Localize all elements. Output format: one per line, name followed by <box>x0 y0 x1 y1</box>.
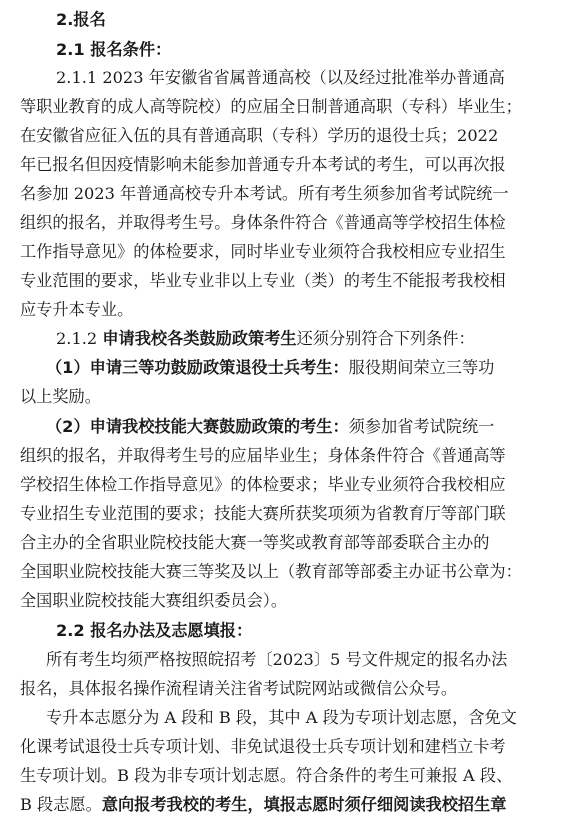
paragraph-line: 合主办的全省职业院校技能大赛一等奖或教育部等部委联合主办的 <box>20 533 490 552</box>
subsection-bold-text: 申请我校各类鼓励政策考生 <box>102 329 297 348</box>
paragraph-line: 报名，具体报名操作流程请关注省考试院网站或微信公众号。 <box>20 679 458 698</box>
subsection-number: 2.1.2 <box>56 329 103 348</box>
subsection-rest-text: 还须分别符合下列条件： <box>296 329 475 348</box>
paragraph-line: 专业招生专业范围的要求；技能大赛所获奖项须为省教育厅等部门联 <box>20 504 506 523</box>
paragraph-line: 生专项计划。B 段为非专项计划志愿。符合条件的考生可兼报 A 段、 <box>20 766 513 785</box>
subsection-2-1-2 <box>56 329 568 349</box>
item-2-bold: （2）申请我校技能大赛鼓励政策的考生： <box>46 417 349 436</box>
paragraph-line: 在安徽省应征入伍的具有普通高职（专科）学历的退役士兵；2022 <box>20 126 499 145</box>
paragraph-line: 所有考生均须严格按照皖招考〔2023〕5 号文件规定的报名办法 <box>46 650 508 669</box>
heading-registration-conditions: 2.1 报名条件： <box>56 40 172 59</box>
paragraph-line: 全国职业院校技能大赛三等奖及以上（教育部等部委主办证书公章为： <box>20 562 522 581</box>
paragraph-line: 年已报名但因疫情影响未能参加普通专升本考试的考生，可以再次报 <box>20 155 506 174</box>
last-line-normal: B 段志愿。 <box>20 795 102 814</box>
heading-registration: 2.报名 <box>56 10 106 29</box>
paragraph-line: 2.1.1 2023 年安徽省省属普通高校（以及经过批准举办普通高 <box>56 68 505 87</box>
paragraph-line: 组织的报名，并取得考生号的应届毕业生；身体条件符合《普通高等 <box>20 446 506 465</box>
paragraph-line: 专业范围的要求，毕业专业非以上专业（类）的考生不能报考我校相 <box>20 271 506 290</box>
last-line-bold: 意向报考我校的考生，填报志愿时须仔细阅读我校招生章 <box>101 795 507 814</box>
item-2-line <box>46 417 568 437</box>
paragraph-line: 应专升本专业。 <box>20 300 134 319</box>
paragraph-line: 学校招生体检工作指导意见》的体检要求；毕业专业须符合我校相应 <box>20 475 506 494</box>
item-1-bold: （1）申请三等功鼓励政策退役士兵考生： <box>46 358 349 377</box>
paragraph-line: 名参加 2023 年普通高校专升本考试。所有考生须参加省考试院统一 <box>20 184 509 203</box>
paragraph-line: 工作指导意见》的体检要求，同时毕业专业须符合我校相应专业招生 <box>20 242 506 261</box>
item-1-rest: 服役期间荣立三等功 <box>348 358 495 377</box>
item-1-line <box>46 358 568 378</box>
paragraph-line: 全国职业院校技能大赛组织委员会）。 <box>20 591 288 610</box>
paragraph-line: 组织的报名，并取得考生号。身体条件符合《普通高等学校招生体检 <box>20 213 506 232</box>
paragraph-line: 专升本志愿分为 A 段和 B 段，其中 A 段为专项计划志愿，含免文 <box>46 708 517 727</box>
paragraph-line: 化课考试退役士兵专项计划、非免试退役士兵专项计划和建档立卡考 <box>20 737 506 756</box>
heading-registration-method: 2.2 报名办法及志愿填报： <box>56 621 253 640</box>
paragraph-last-line <box>20 795 550 815</box>
item-2-rest: 须参加省考试院统一 <box>348 417 495 436</box>
paragraph-line: 等职业教育的成人高等院校）的应届全日制普通高职（专科）毕业生； <box>20 97 522 116</box>
paragraph-line: 以上奖励。 <box>20 387 101 406</box>
